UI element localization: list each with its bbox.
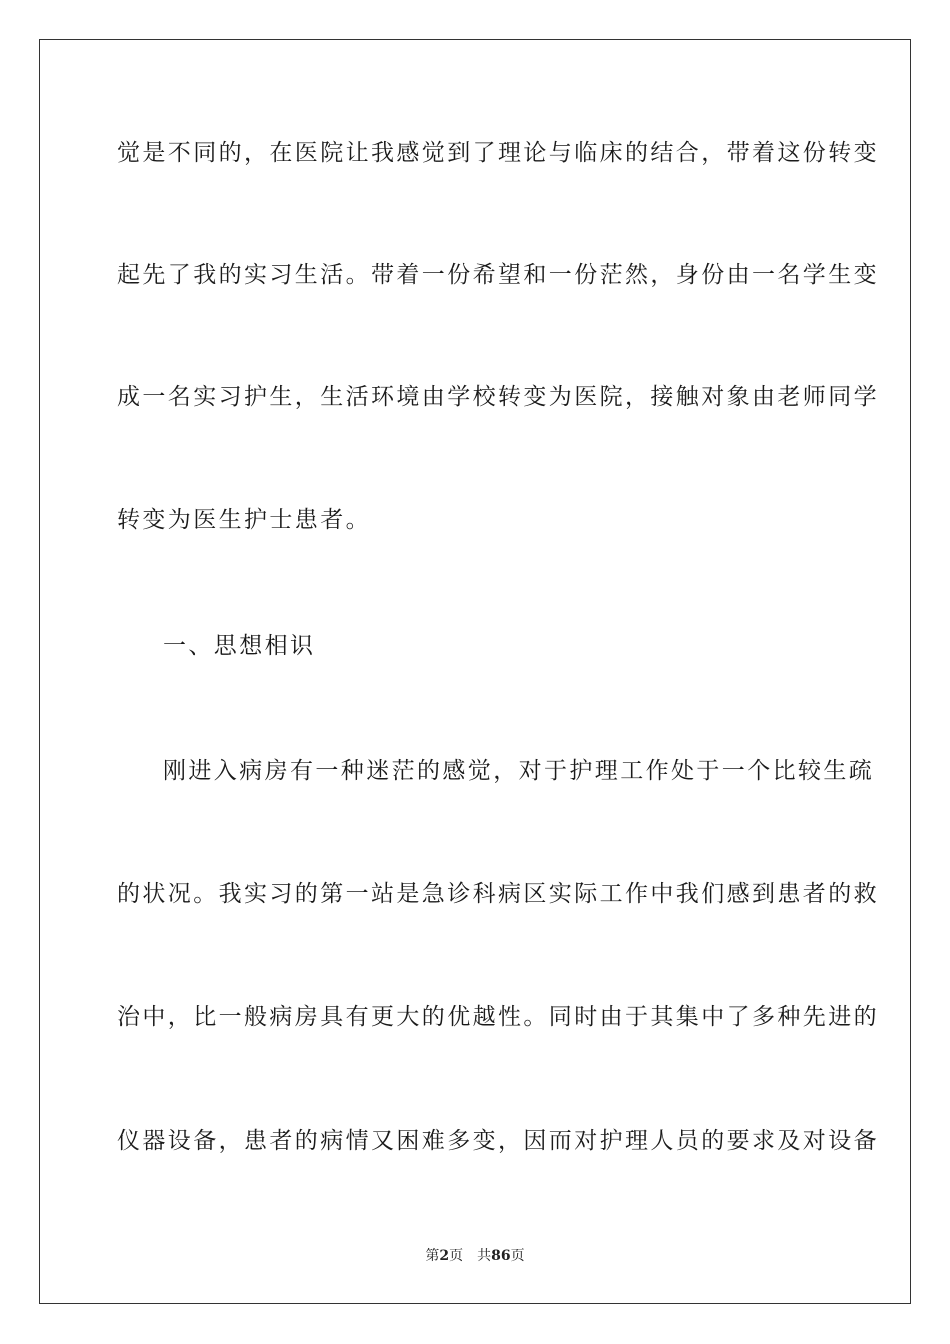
paragraph-line: 刚进入病房有一种迷茫的感觉，对于护理工作处于一个比较生疏 — [163, 758, 875, 784]
paragraph-line: 仪器设备，患者的病情又困难多变，因而对护理人员的要求及对设备 — [117, 1128, 879, 1154]
total-prefix: 共 — [477, 1248, 492, 1264]
page-border — [39, 39, 911, 1304]
page-footer — [0, 1246, 950, 1266]
paragraph-line: 成一名实习护生，生活环境由学校转变为医院，接触对象由老师同学 — [117, 384, 879, 410]
paragraph-line: 的状况。我实习的第一站是急诊科病区实际工作中我们感到患者的救 — [117, 881, 879, 907]
section-heading: 一、思想相识 — [163, 633, 316, 659]
total-pages: 86 — [491, 1248, 511, 1264]
paragraph-line: 觉是不同的，在医院让我感觉到了理论与临床的结合，带着这份转变 — [117, 140, 879, 166]
paragraph-line: 治中，比一般病房具有更大的优越性。同时由于其集中了多种先进的 — [117, 1004, 879, 1030]
total-suffix: 页 — [510, 1248, 525, 1264]
paragraph-line: 起先了我的实习生活。带着一份希望和一份茫然，身份由一名学生变 — [117, 262, 879, 288]
page-suffix: 页 — [449, 1248, 464, 1264]
paragraph-line: 转变为医生护士患者。 — [117, 507, 371, 533]
page-prefix: 第 — [425, 1248, 440, 1264]
page-number: 2 — [439, 1248, 450, 1264]
